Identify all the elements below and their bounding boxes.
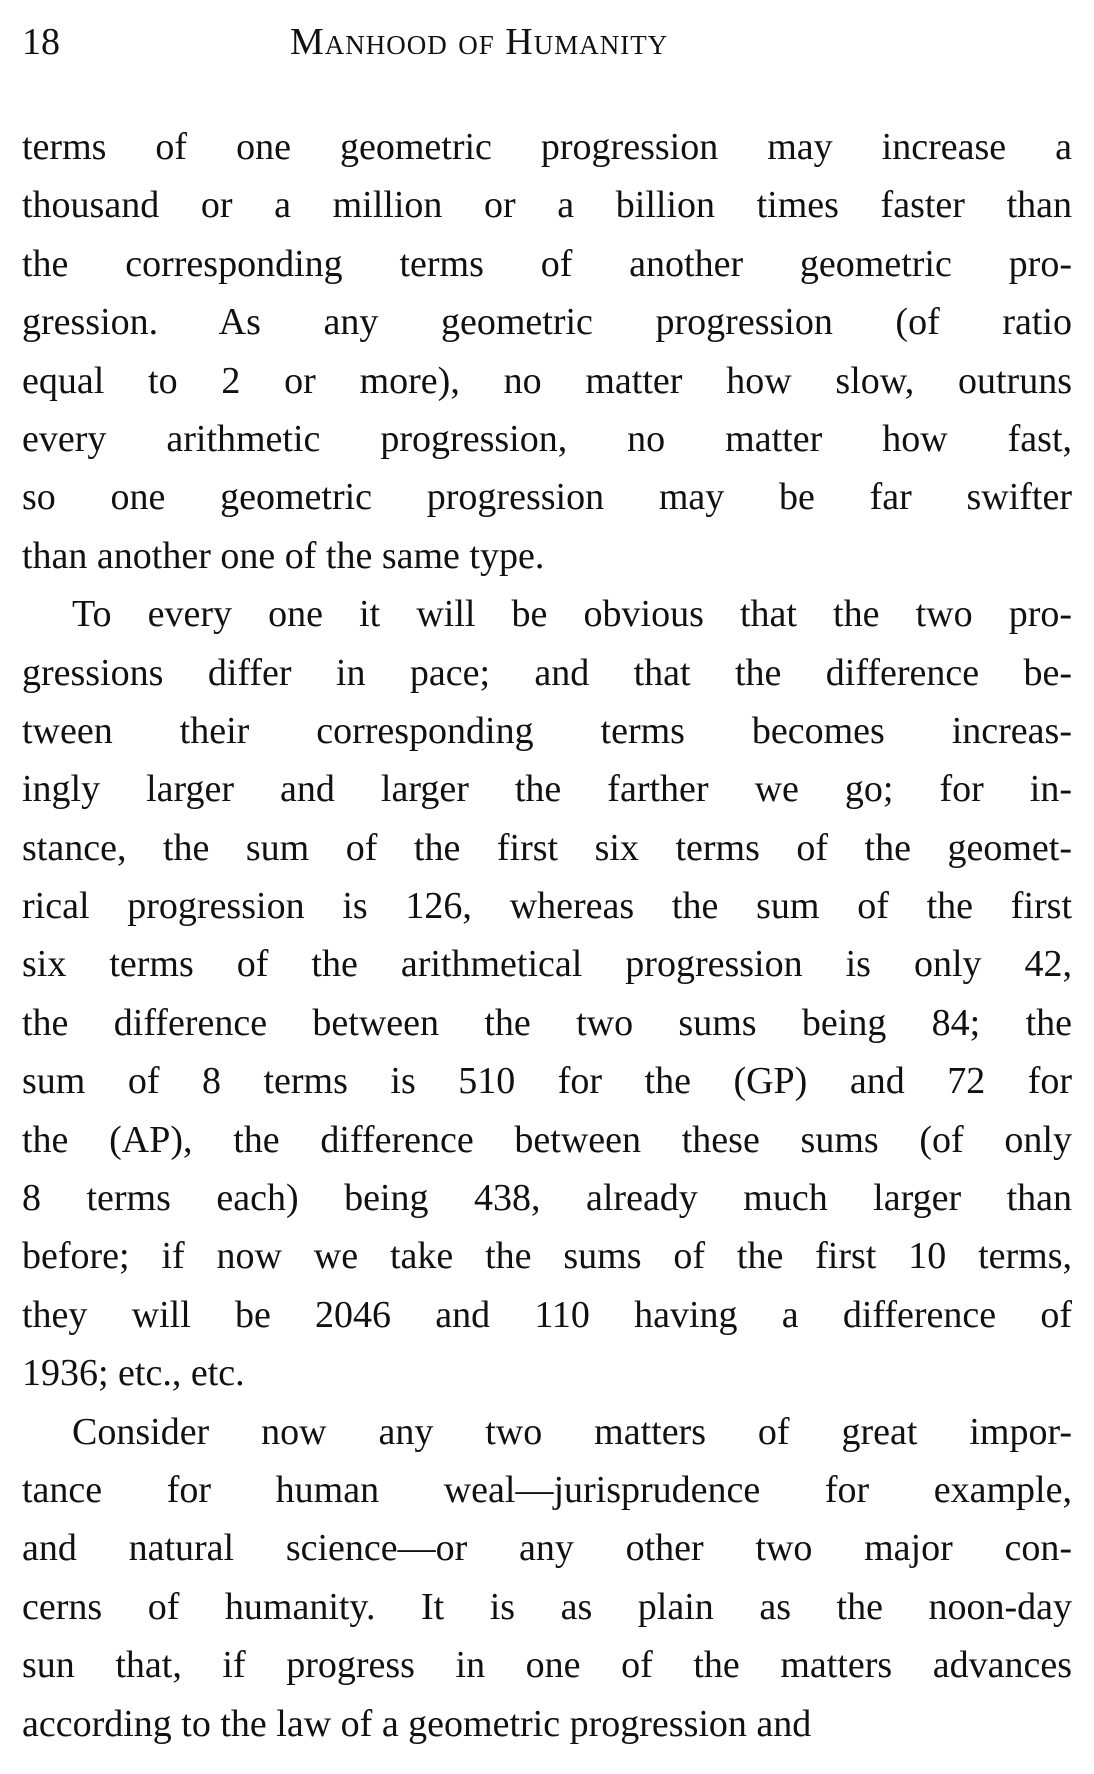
paragraph xyxy=(22,585,1072,1402)
text-line: so one geometric progression may be far swifter xyxy=(22,476,1072,519)
text-line: every arithmetic progression, no matter how fast, xyxy=(22,417,1072,460)
text-line: Consider now any two matters of great impor- xyxy=(72,1410,1072,1453)
text-line: ingly larger and larger the farther we go; for in- xyxy=(22,768,1072,811)
text-line: equal to 2 or more), no matter how slow, outruns xyxy=(22,359,1072,402)
text-line: 8 terms each) being 438, already much larger than xyxy=(22,1177,1072,1220)
paragraph xyxy=(22,118,1072,585)
text-line: rical progression is 126, whereas the sum of the first xyxy=(22,885,1072,928)
text-line: according to the law of a geometric progression and xyxy=(22,1702,812,1745)
page-header xyxy=(22,14,1072,78)
text-line: the difference between the two sums being 84; the xyxy=(22,1001,1072,1044)
text-line: they will be 2046 and 110 having a difference of xyxy=(22,1293,1072,1336)
text-line: terms of one geometric progression may increase a xyxy=(22,126,1072,168)
text-line: sun that, if progress in one of the matters advances xyxy=(22,1644,1072,1687)
book-page xyxy=(22,14,1072,1764)
text-line: To every one it will be obvious that the two pro- xyxy=(72,593,1072,636)
text-line: before; if now we take the sums of the first 10 terms, xyxy=(22,1235,1072,1278)
text-line: than another one of the same type. xyxy=(22,534,545,577)
body-text xyxy=(22,118,1072,1753)
text-line: cerns of humanity. It is as plain as the noon-day xyxy=(22,1585,1072,1628)
text-line: 1936; etc., etc. xyxy=(22,1352,245,1395)
text-line: thousand or a million or a billion times faster than xyxy=(22,184,1072,227)
text-line: the corresponding terms of another geometric pro- xyxy=(22,242,1072,285)
text-line: six terms of the arithmetical progression is only 42, xyxy=(22,943,1072,986)
page-number: 18 xyxy=(22,21,60,63)
text-line: sum of 8 terms is 510 for the (GP) and 72 for xyxy=(22,1060,1072,1103)
running-title: Manhood of Humanity xyxy=(290,21,669,63)
text-line: the (AP), the difference between these sums (of only xyxy=(22,1118,1072,1161)
paragraph xyxy=(22,1403,1072,1753)
text-line: tween their corresponding terms becomes increas- xyxy=(22,709,1072,752)
text-line: gression. As any geometric progression (of ratio xyxy=(22,301,1072,344)
text-line: and natural science—or any other two major con- xyxy=(22,1527,1072,1570)
text-line: tance for human weal—jurisprudence for example, xyxy=(22,1469,1072,1512)
text-line: stance, the sum of the first six terms of the geomet- xyxy=(22,826,1072,869)
text-line: gressions differ in pace; and that the difference be- xyxy=(22,651,1072,694)
